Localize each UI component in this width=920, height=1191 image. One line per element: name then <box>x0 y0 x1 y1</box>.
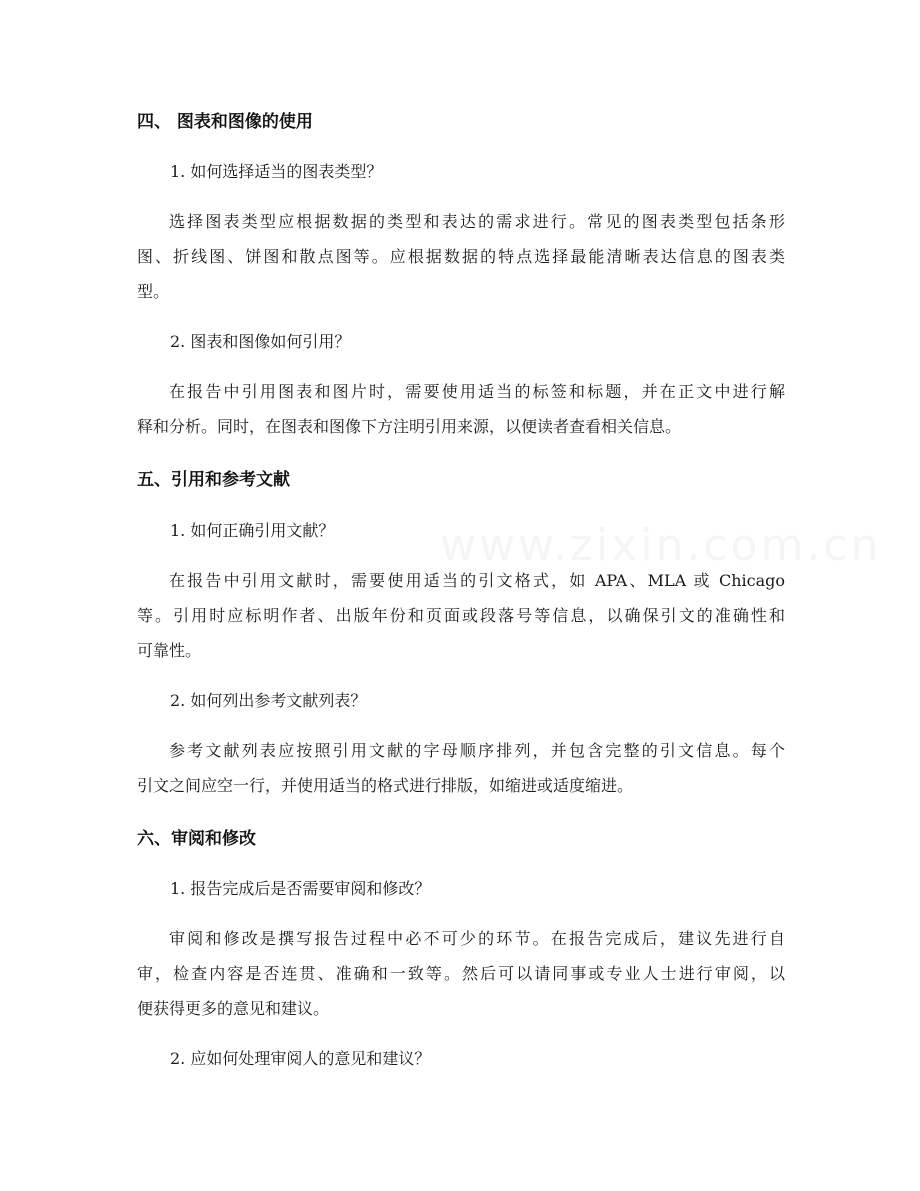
answer-line: 型。 <box>137 282 170 301</box>
answer-line: 在报告中引用图表和图片时，需要使用适当的标签和标题，并在正文中进行解 <box>169 382 785 401</box>
question-4-1: 1. 如何选择适当的图表类型？ <box>170 162 383 181</box>
section-heading-4: 四、 图表和图像的使用 <box>137 112 313 132</box>
answer-line: 释和分析。同时，在图表和图像下方注明引用来源，以便读者查看相关信息。 <box>137 417 682 436</box>
answer-line: 可靠性。 <box>137 641 202 660</box>
answer-5-1 <box>137 563 785 668</box>
question-5-2: 2. 如何列出参考文献列表？ <box>170 691 367 710</box>
watermark: www.zixin.com.cn <box>440 520 882 571</box>
answer-line: 审，检查内容是否连贯、准确和一致等。然后可以请同事或专业人士进行审阅，以 <box>137 964 785 983</box>
question-4-2: 2. 图表和图像如何引用？ <box>170 332 351 351</box>
question-5-1: 1. 如何正确引用文献？ <box>170 521 335 540</box>
answer-5-2 <box>137 733 785 803</box>
answer-4-1 <box>137 204 785 309</box>
answer-line: 选择图表类型应根据数据的类型和表达的需求进行。常见的图表类型包括条形 <box>169 212 785 231</box>
answer-line: 图、折线图、饼图和散点图等。应根据数据的特点选择最能清晰表达信息的图表类 <box>137 247 785 266</box>
answer-line: 等。引用时应标明作者、出版年份和页面或段落号等信息，以确保引文的准确性和 <box>137 606 785 625</box>
section-heading-6: 六、审阅和修改 <box>137 829 256 849</box>
answer-line: 在报告中引用文献时，需要使用适当的引文格式，如 APA、MLA 或 Chicago <box>169 571 785 590</box>
section-heading-5: 五、引用和参考文献 <box>137 470 290 490</box>
answer-6-1 <box>137 921 785 1026</box>
answer-line: 便获得更多的意见和建议。 <box>137 999 330 1018</box>
answer-line: 审阅和修改是撰写报告过程中必不可少的环节。在报告完成后，建议先进行自 <box>169 929 785 948</box>
answer-line: 参考文献列表应按照引用文献的字母顺序排列，并包含完整的引文信息。每个 <box>169 741 785 760</box>
question-6-2: 2. 应如何处理审阅人的意见和建议？ <box>170 1049 431 1068</box>
answer-4-2 <box>137 374 785 444</box>
question-6-1: 1. 报告完成后是否需要审阅和修改？ <box>170 879 431 898</box>
answer-line: 引文之间应空一行，并使用适当的格式进行排版，如缩进或适度缩进。 <box>137 776 634 795</box>
